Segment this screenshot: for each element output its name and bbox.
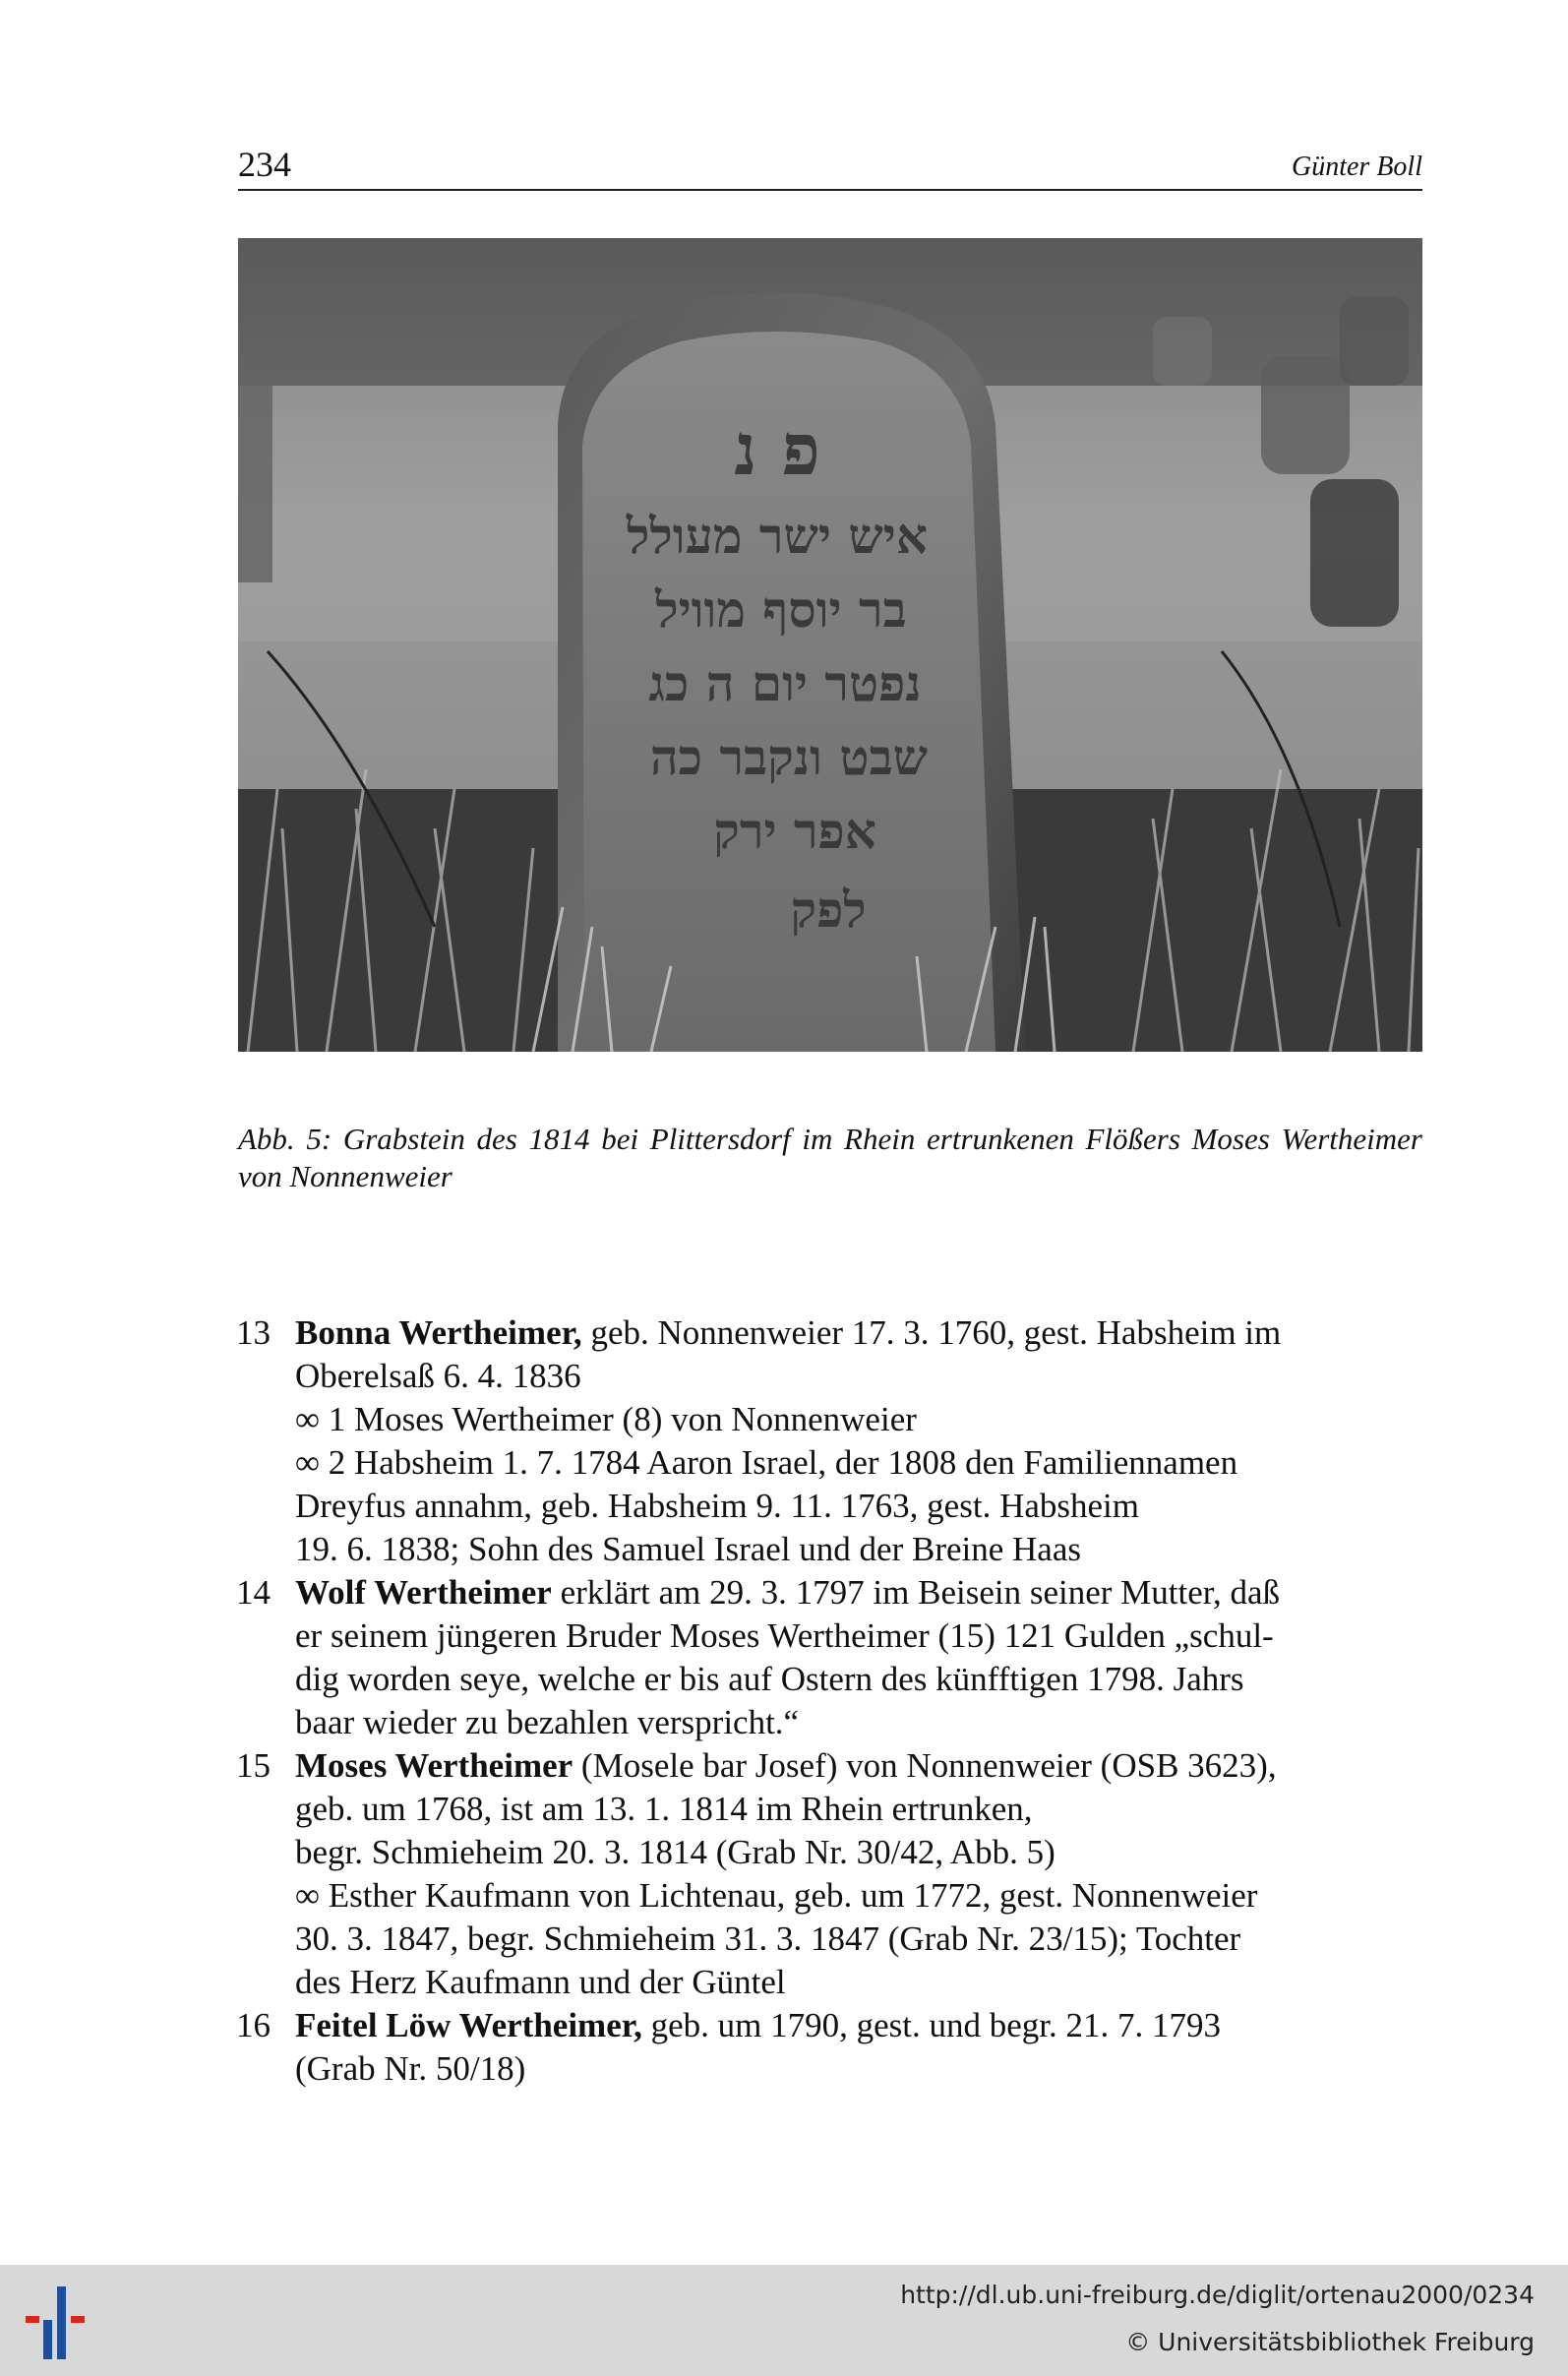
inscription-line-1: פ נ bbox=[734, 407, 820, 491]
footer-copyright: © Universitätsbibliothek Freiburg bbox=[1125, 2328, 1535, 2356]
entry-number: 16 bbox=[236, 2006, 271, 2044]
entry-line: ∞ 2 Habsheim 1. 7. 1784 Aaron Israel, der 1808 den Familiennamen bbox=[295, 1443, 1238, 1482]
entry-15 bbox=[236, 1744, 1426, 2004]
entry-line: begr. Schmieheim 20. 3. 1814 (Grab Nr. 30/42, Abb. 5) bbox=[295, 1833, 1055, 1871]
entry-13 bbox=[236, 1311, 1426, 1571]
inscription-line-3: בר יוסף מוויל bbox=[655, 580, 907, 639]
entry-number: 13 bbox=[236, 1313, 271, 1352]
running-head: Günter Boll bbox=[1292, 152, 1422, 182]
entry-line bbox=[295, 1571, 1426, 1614]
entry-line: baar wieder zu bezahlen verspricht.“ bbox=[295, 1703, 800, 1741]
ub-freiburg-logo-icon[interactable] bbox=[22, 2283, 100, 2367]
entry-line: ∞ 1 Moses Wertheimer (8) von Nonnenweier bbox=[295, 1400, 917, 1438]
gravestone-photo bbox=[238, 238, 1422, 1052]
entry-line: (Grab Nr. 50/18) bbox=[295, 2049, 526, 2088]
inscription-line-4: נפטר יום ה כג bbox=[648, 654, 922, 712]
entry-line: des Herz Kaufmann und der Güntel bbox=[295, 1963, 786, 2001]
entry-line bbox=[295, 1744, 1426, 1788]
entry-line bbox=[295, 2004, 1426, 2047]
inscription-line-5: שבט ונקבר כה bbox=[649, 728, 929, 786]
footer-url[interactable]: http://dl.ub.uni-freiburg.de/diglit/ortenau2000/0234 bbox=[900, 2281, 1535, 2309]
entry-name: Moses Wertheimer bbox=[295, 1746, 573, 1785]
entry-list bbox=[236, 1311, 1426, 2091]
entry-line: Oberelsaß 6. 4. 1836 bbox=[295, 1357, 581, 1395]
inscription-line-2: איש ישר מעולל bbox=[626, 507, 929, 565]
entry-14 bbox=[236, 1571, 1426, 1744]
entry-line: dig worden seye, welche er bis auf Ostern des künfftigen 1798. Jahrs bbox=[295, 1660, 1244, 1698]
entry-line: geb. um 1768, ist am 13. 1. 1814 im Rhein ertrunken, bbox=[295, 1790, 1033, 1828]
entry-name: Wolf Wertheimer bbox=[295, 1573, 552, 1612]
entry-line: 19. 6. 1838; Sohn des Samuel Israel und der Breine Haas bbox=[295, 1530, 1082, 1568]
inscription-line-6: אפר ירק bbox=[713, 802, 876, 860]
entry-text: erklärt am 29. 3. 1797 im Beisein seiner Mutter, daß bbox=[551, 1573, 1281, 1612]
entry-number: 14 bbox=[236, 1573, 271, 1612]
entry-text: geb. Nonnenweier 17. 3. 1760, gest. Habsheim im bbox=[581, 1313, 1282, 1352]
page-number: 234 bbox=[238, 145, 291, 184]
entry-line: er seinem jüngeren Bruder Moses Wertheimer (15) 121 Gulden „schul- bbox=[295, 1616, 1274, 1655]
entry-text: geb. um 1790, gest. und begr. 21. 7. 1793 bbox=[641, 2006, 1221, 2044]
entry-line bbox=[295, 1311, 1426, 1355]
footer-bar bbox=[0, 2265, 1568, 2376]
entry-number: 15 bbox=[236, 1746, 271, 1785]
entry-name: Feitel Löw Wertheimer, bbox=[295, 2006, 642, 2044]
entry-text: (Mosele bar Josef) von Nonnenweier (OSB 3623), bbox=[573, 1746, 1277, 1785]
page-header bbox=[238, 138, 1422, 191]
entry-line: ∞ Esther Kaufmann von Lichtenau, geb. um 1772, gest. Nonnenweier bbox=[295, 1876, 1258, 1915]
entry-16 bbox=[236, 2004, 1426, 2091]
entry-line: 30. 3. 1847, begr. Schmieheim 31. 3. 1847 (Grab Nr. 23/15); Tochter bbox=[295, 1919, 1241, 1958]
inscription-line-7: לפק bbox=[790, 881, 867, 939]
entry-line: Dreyfus annahm, geb. Habsheim 9. 11. 1763, gest. Habsheim bbox=[295, 1487, 1139, 1525]
figure-caption: Abb. 5: Grabstein des 1814 bei Plittersdorf im Rhein ertrunkenen Flößers Moses Wertheimer von Nonnenweier bbox=[238, 1122, 1422, 1193]
entry-name: Bonna Wertheimer, bbox=[295, 1313, 582, 1352]
